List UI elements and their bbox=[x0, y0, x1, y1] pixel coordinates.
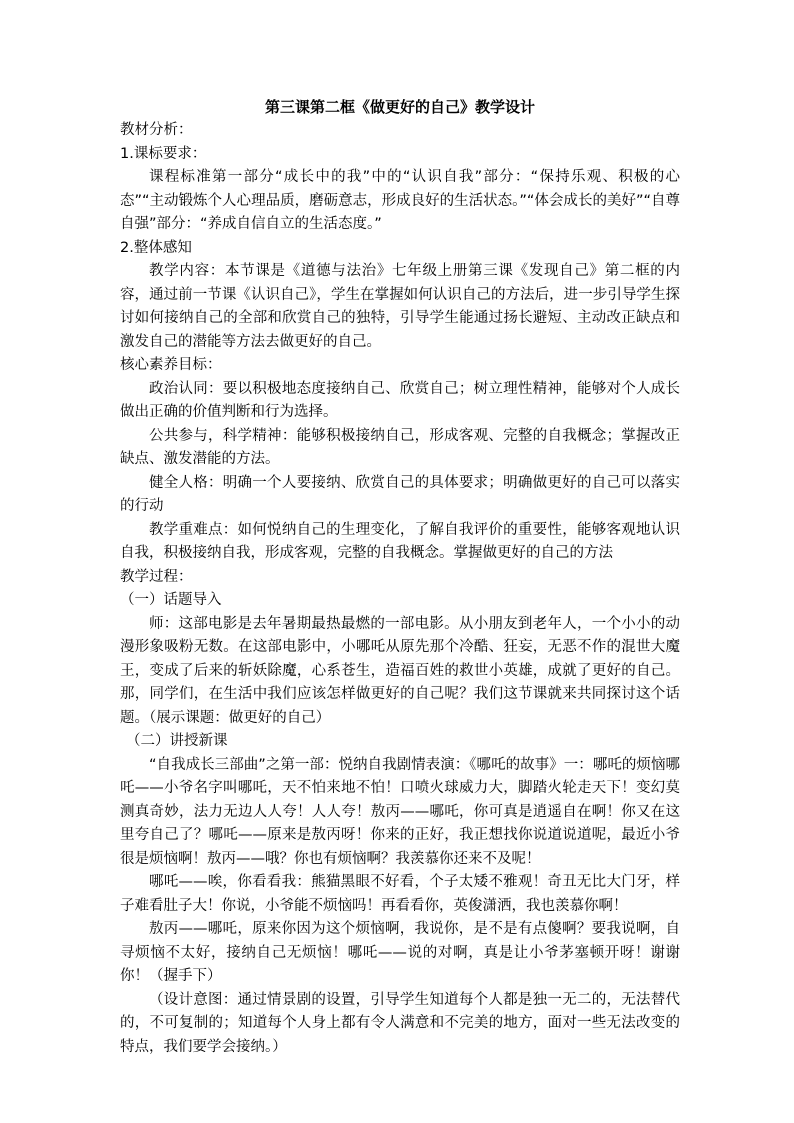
body-paragraph: 师：这部电影是去年暑期最热最燃的一部电影。从小朋友到老年人，一个小小的动漫形象吸粉无数。在这部电影中，小哪吒从原先那个冷酷、狂妄，无恶不作的混世大魔王，变成了后来的斩妖除魔，心系苍生，造福百姓的救世小英雄，成就了更好的自己。那，同学们，在生活中我们应该怎样做更好的自己呢？我们这节课就来共同探讨这个话题。（展示课题：做更好的自己） bbox=[120, 615, 680, 726]
section-heading: （一）话题导入 bbox=[120, 592, 222, 608]
body-paragraph: 哪吒——唉，你看看我：熊猫黑眼不好看，个子太矮不雅观！奇丑无比大门牙，样子难看肚子大！你说，小爷能不烦恼吗！再看看你，英俊潇洒，我也羡慕你啊！ bbox=[120, 874, 680, 914]
section-heading: （二）讲授新课 bbox=[126, 733, 228, 749]
body-paragraph: 教学重难点：如何悦纳自己的生理变化，了解自我评价的重要性，能够客观地认识自我，积极接纳自我，形成客观，完整的自我概念。掌握做更好的自己的方法 bbox=[120, 521, 680, 561]
body-paragraph: 健全人格：明确一个人要接纳、欣赏自己的具体要求；明确做更好的自己可以落实的行动 bbox=[120, 474, 680, 514]
body-paragraph: 敖丙——哪吒，原来你因为这个烦恼啊，我说你，是不是有点傻啊？要我说啊，自寻烦恼不太好，接纳自己无烦恼！哪吒——说的对啊，真是让小爷茅塞顿开呀！谢谢你！（握手下） bbox=[120, 921, 680, 984]
body-paragraph: 公共参与，科学精神：能够积极接纳自己，形成客观、完整的自我概念；掌握改正缺点、激发潜能的方法。 bbox=[120, 427, 680, 467]
document-title: 第三课第二框《做更好的自己》教学设计 bbox=[264, 98, 535, 116]
body-paragraph: “自我成长三部曲”之第一部：悦纳自我剧情表演：《哪吒的故事》一：哪吒的烦恼哪吒——小爷名字叫哪吒，天不怕来地不怕！口喷火球威力大，脚踏火轮走天下！变幻莫测真奇妙，法力无边人人夸！人人夸！敖丙——哪吒，你可真是逍遥自在啊！你又在这里夸自己了？哪吒——原来是敖丙呀！你来的正好，我正想找你说道说道呢，最近小爷很是烦恼啊！敖丙——哦？你也有烦恼啊？我羡慕你还来不及呢！ bbox=[120, 756, 680, 867]
section-heading: 教材分析： bbox=[120, 122, 193, 138]
section-heading: 2.整体感知 bbox=[120, 239, 192, 256]
body-paragraph: （设计意图：通过情景剧的设置，引导学生知道每个人都是独一无二的，无法替代的，不可复制的；知道每个人身上都有令人满意和不完美的地方，面对一些无法改变的特点，我们要学会接纳。） bbox=[120, 991, 680, 1055]
document-page bbox=[120, 96, 680, 1059]
section-heading: 教学过程： bbox=[120, 568, 193, 585]
document-body bbox=[120, 119, 680, 1059]
body-paragraph: 政治认同：要以积极地态度接纳自己、欣赏自己；树立理性精神，能够对个人成长做出正确的价值判断和行为选择。 bbox=[120, 380, 680, 420]
section-heading: 核心素养目标： bbox=[120, 357, 222, 373]
section-heading: 1.课标要求： bbox=[120, 145, 207, 162]
body-paragraph: 课程标准第一部分“成长中的我”中的“认识自我”部分：“保持乐观、积极的心态”“主动锻炼个人心理品质，磨砺意志，形成良好的生活状态。”“体会成长的美好”“自尊自强”部分：“养成自信自立的生活态度。” bbox=[120, 169, 680, 232]
body-paragraph: 教学内容：本节课是《道德与法治》七年级上册第三课《发现自己》第二框的内容，通过前一节课《认识自己》，学生在掌握如何认识自己的方法后，进一步引导学生探讨如何接纳自己的全部和欣赏自己的独特，引导学生能通过扬长避短、主动改正缺点和激发自己的潜能等方法去做更好的自己。 bbox=[120, 263, 680, 350]
